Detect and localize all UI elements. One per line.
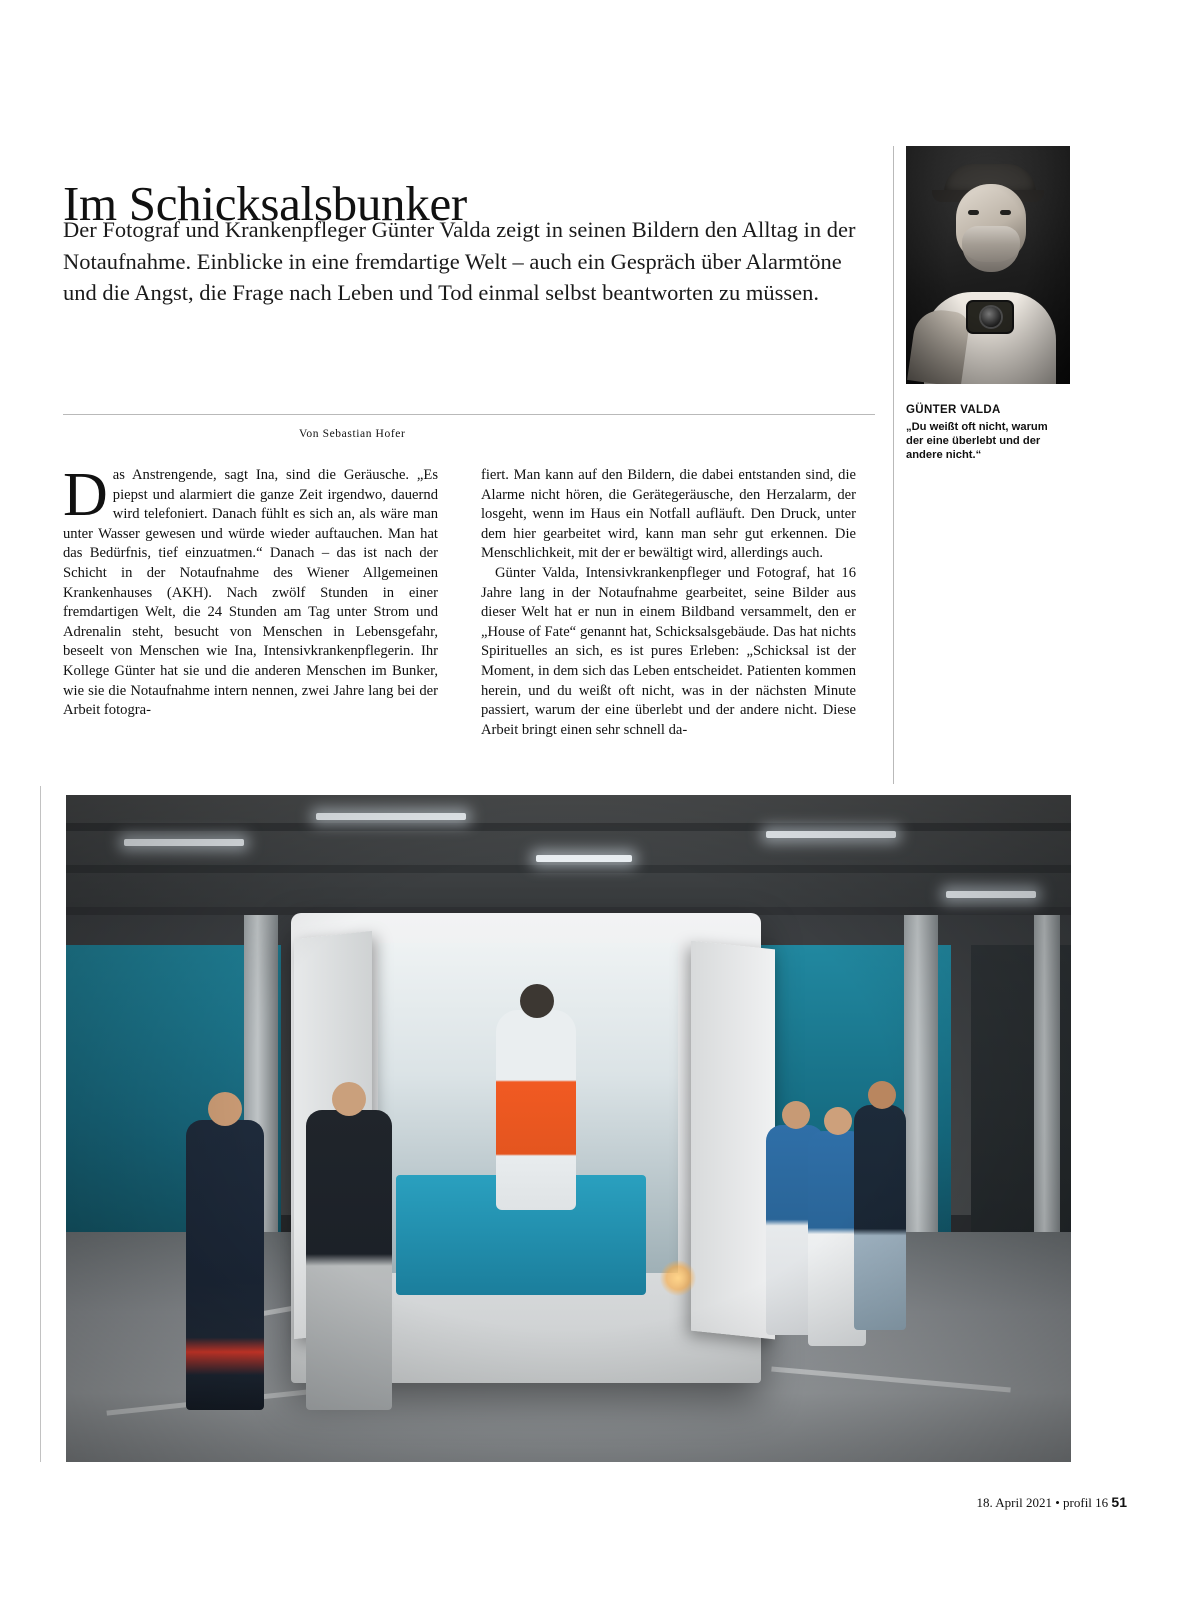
byline xyxy=(299,425,405,441)
footer-page-number: 51 xyxy=(1111,1494,1127,1510)
main-photo xyxy=(66,795,1071,1462)
vertical-rule-left xyxy=(40,786,41,1462)
footer-date: 18. April 2021 xyxy=(976,1495,1052,1510)
author-portrait-photo xyxy=(906,146,1070,384)
body-text: as Anstrengende, sagt Ina, sind die Geräusche. „Es piepst und alarmiert die ganze Zeit irgendwo, dauernd wird telefoniert. Danach fühlt es sich an, als wäre man unter Wasser gewesen und würde wieder auftauchen. Man hat das Bedürfnis, tief einzuatmen.“ Danach – das ist nach der Schicht in der Notaufnahme des Wiener Allgemeinen Krankenhauses (AKH). Nach zwölf Stunden in einer fremdartigen Welt, die 24 Stunden am Tag unter Strom und Adrenalin steht, besucht von Menschen in Lebensgefahr, beseelt von Menschen wie Ina, Intensivkrankenpflegerin. Ihr Kollege Günter hat sie und die anderen Menschen im Bunker, wie sie die Notaufnahme intern nennen, zwei Jahre lang bei der Arbeit fotogra- xyxy=(63,467,438,719)
drop-cap: D xyxy=(63,461,108,529)
byline-prefix: Von xyxy=(299,428,323,440)
body-paragraph xyxy=(63,461,438,721)
horizontal-rule xyxy=(63,414,875,415)
photo-vignette xyxy=(66,795,1071,1462)
body-column-right xyxy=(481,466,856,740)
page-title: Im Schicksalsbunker xyxy=(63,175,467,231)
portrait-caption-quote: „Du weißt oft nicht, warum der eine überlebt und der andere nicht.“ xyxy=(906,421,1048,462)
portrait-vignette xyxy=(906,146,1070,384)
page-footer xyxy=(976,1494,1127,1511)
vertical-rule-right xyxy=(893,146,894,784)
body-paragraph: Günter Valda, Intensivkrankenpfleger und Fotograf, hat 16 Jahre lang in der Notaufnahme gearbeitet, seine Bilder aus dieser Welt hat er nun in einem Bildband versammelt, den er „House of Fate“ genannt hat, Schicksalsgebäude. Das hat nichts Spirituelles an sich, es ist pures Erleben: „Schicksal ist der Moment, in dem sich das Leben entscheidet. Patienten kommen herein, und du weißt oft nicht, was in der nächsten Minute passiert, warum der eine überlebt und der andere nicht. Diese Arbeit bringt einen sehr schnell da- xyxy=(481,564,856,738)
body-column-left xyxy=(63,461,438,721)
portrait-image xyxy=(906,146,1070,384)
footer-separator: • xyxy=(1055,1495,1060,1510)
portrait-caption-name: GÜNTER VALDA xyxy=(906,404,1001,416)
body-paragraph: fiert. Man kann auf den Bildern, die dabei entstanden sind, die Alarme nicht hören, die Gerätegeräusche, den Herzalarm, der losgeht, wenn im Haus ein Notfall aufläuft. Den Druck, unter dem hier gearbeitet wird, kann man sehr gut erkennen. Die Menschlichkeit, mit der er bewältigt wird, allerdings auch. xyxy=(481,467,856,562)
byline-author: Sebastian Hofer xyxy=(322,428,406,440)
article-standfirst: Der Fotograf und Krankenpfleger Günter Valda zeigt in seinen Bildern den Alltag in der Notaufnahme. Einblicke in eine fremdartige Welt – auch ein Gespräch über Alarmtöne und die Angst, die Frage nach Leben und Tod einmal selbst beantworten zu müssen. xyxy=(63,217,856,305)
footer-issue: profil 16 xyxy=(1063,1495,1109,1510)
